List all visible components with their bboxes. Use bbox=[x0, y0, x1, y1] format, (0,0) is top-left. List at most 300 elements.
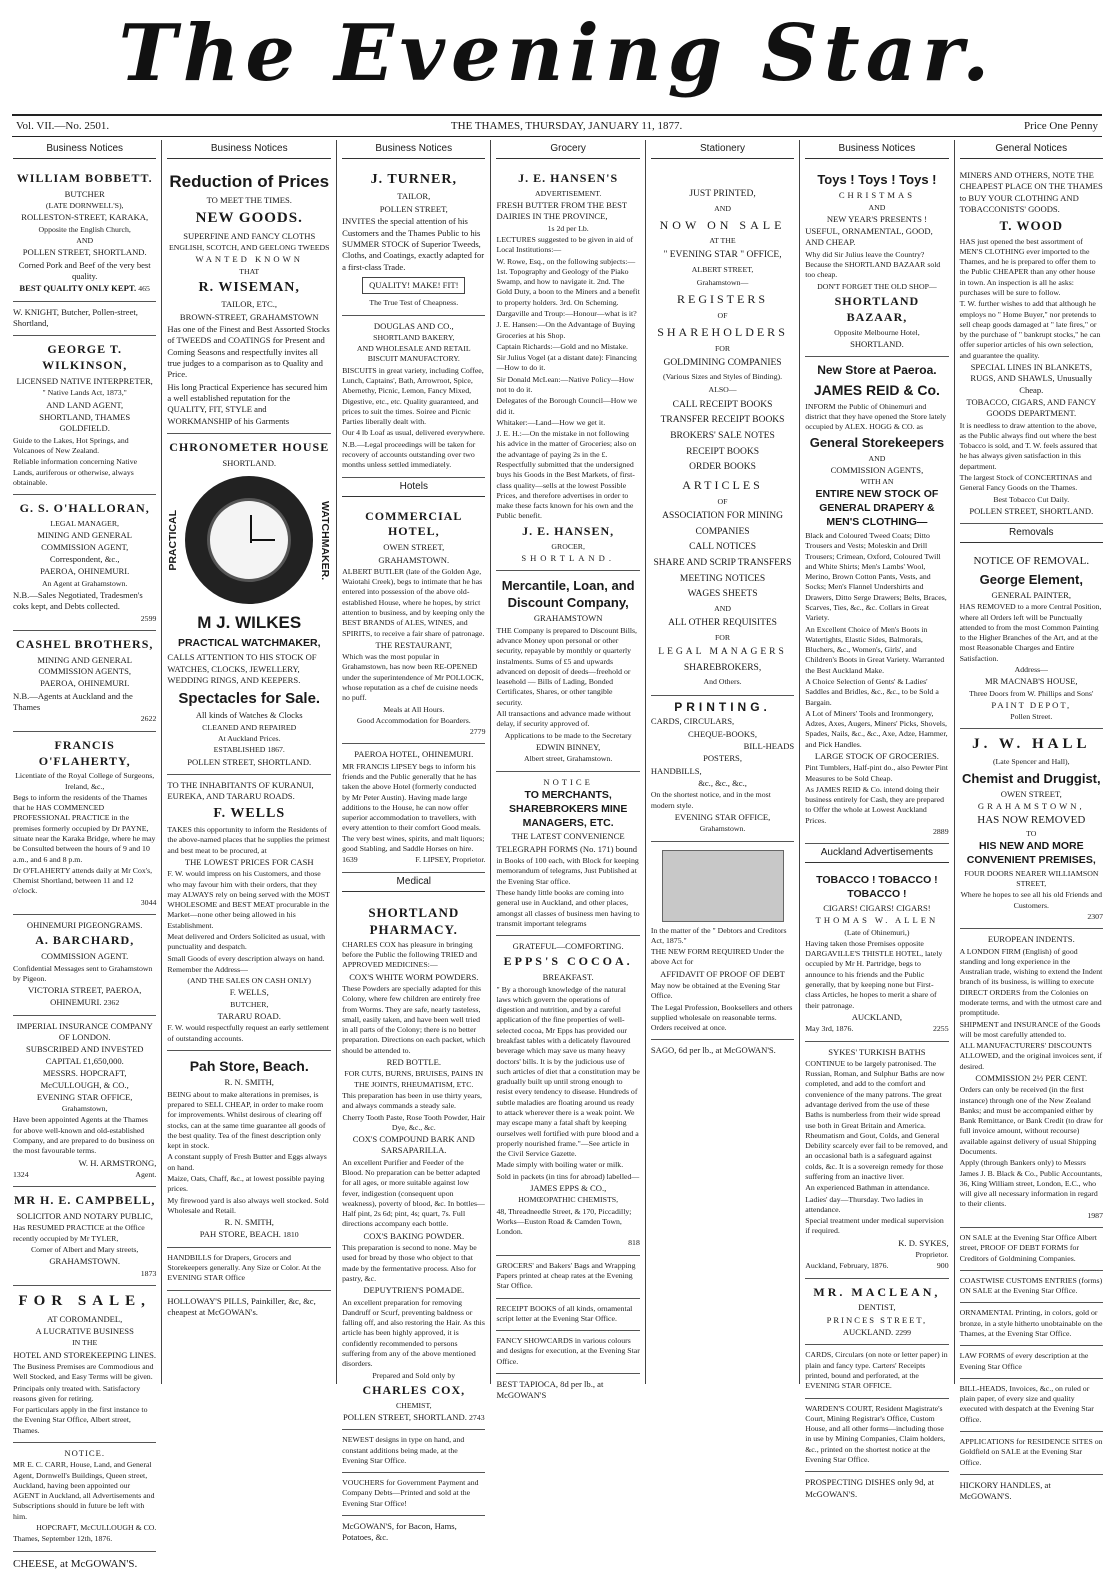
ad-line: WATCHES, CLOCKS, JEWELLERY, WEDDING RINGS, AND KEEPERS. bbox=[167, 663, 301, 686]
ad-line: Captain Richards:—Gold and no Mistake. bbox=[496, 341, 628, 351]
ad-line: (Late of Ohinemuri,) bbox=[844, 927, 910, 937]
ad-line: COX'S WHITE WORM POWDERS. bbox=[349, 971, 479, 982]
ad-sykes-baths bbox=[805, 1042, 948, 1279]
ad-sago bbox=[651, 1040, 794, 1062]
ad-line: BEST TAPIOCA, 8d per lb., at McGOWAN'S bbox=[496, 1378, 604, 1401]
ad-jw-hall bbox=[960, 729, 1103, 929]
ad-line: ESTABLISHED 1867. bbox=[213, 745, 285, 755]
ad-line: CLEANED AND REPAIRED bbox=[202, 722, 297, 732]
ad-line: VOUCHERS for Government Payment and Company Debts—Printed and sold at the Evening Star Office! bbox=[342, 1478, 479, 1508]
ad-line: IN THE bbox=[72, 1338, 98, 1348]
ad-line: SAGO, 6d per lb., at McGOWAN'S. bbox=[650, 1045, 776, 1056]
ad-line: BEING about to make alterations in premises, is prepared to SELL CHEAP, in order to make room for improvements. Whilst desirous of clearing off stocks, can at the same time guarantee all goods of the best quality. Tea of the finest description only kept in stock. bbox=[167, 1089, 326, 1151]
ad-line: CIGARS! CIGARS! CIGARS! bbox=[823, 902, 931, 913]
column-1 bbox=[8, 140, 162, 1570]
ad-heading: EPPS'S COCOA. bbox=[503, 954, 633, 969]
ad-line: Special treatment under medical supervision if required. bbox=[805, 1216, 944, 1236]
ad-line: Pint Tumblers, Half-pint do., also Pewter Pint Measures to be Sold Cheap. bbox=[805, 763, 948, 783]
ad-line: HOMŒOPATHIC CHEMISTS, bbox=[518, 1195, 619, 1205]
ad-heading: NOTICE. bbox=[64, 1447, 106, 1458]
ad-line: TO bbox=[1026, 828, 1037, 838]
ad-line: F. W. would impress on his Customers, and those who may favour him with their orders, that they may ALWAYS rely on being served with the MOST WHOLESOME and BEST MEAT procurable in the Market—none other being allowed in his Establishment. bbox=[167, 869, 330, 930]
ad-heading: M J. WILKES bbox=[197, 613, 302, 633]
ad-line: COMPANIES bbox=[695, 526, 750, 537]
ad-line: CHEESE, at McGOWAN'S. bbox=[13, 1557, 138, 1570]
ad-line: CALL RECEIPT BOOKS bbox=[672, 399, 773, 410]
ad-line: REGISTERS bbox=[677, 292, 769, 307]
ad-number: 2299 bbox=[895, 1328, 911, 1338]
ad-line: HANDBILLS, bbox=[650, 765, 702, 776]
ad-number: 1987 bbox=[1087, 1210, 1103, 1220]
ad-line: TAILOR, ETC., bbox=[221, 299, 278, 310]
ad-line: CARDS, CIRCULARS, bbox=[650, 716, 735, 727]
ad-line: ALBERT BUTLER (late of the Golden Age, Waiotahi Creek), begs to intimate that he has entered into possession of the above old-established House, where he hopes, by strict attention to business, and by keeping only the BEST BRANDS of ALES, WINES, and SPIRITS, to receive a fair share of patronage. bbox=[342, 566, 485, 638]
columns bbox=[8, 140, 1108, 1570]
ad-line: COX'S BAKING POWDER. bbox=[363, 1230, 465, 1241]
ad-line: PRINCES STREET, bbox=[826, 1314, 928, 1325]
ad-line: It is needless to draw attention to the above, as the Public always find out where the best Tobacco is sold, and T. W. feels assured that he has always given satisfaction in this department. bbox=[959, 420, 1098, 471]
ad-line: Licentiate of the Royal College of Surgeons, Ireland, &c., bbox=[15, 771, 155, 791]
ad-line: AND bbox=[868, 453, 886, 463]
ad-line: GROCERS' and Bakers' Bags and Wrapping Papers printed at cheap rates at the Evening Star Office. bbox=[496, 1260, 636, 1291]
ad-line: Cherry Tooth Paste, Rose Tooth Powder, Hair Dye, &c., &c. bbox=[342, 1112, 486, 1132]
ad-line: SHARE AND SCRIP TRANSFERS bbox=[653, 557, 792, 568]
ad-line: OF bbox=[717, 310, 728, 320]
ad-imperial bbox=[13, 1016, 156, 1187]
ad-heading: Mercantile, Loan, and Discount Company, bbox=[501, 578, 635, 611]
ad-line: GRAHAMSTOWN. bbox=[378, 554, 450, 565]
ad-line: AFFIDAVIT OF PROOF OF DEBT bbox=[660, 968, 785, 979]
ad-line: POLLEN STREET, SHORTLAND. bbox=[22, 247, 147, 258]
ad-line: Principals only treated with. Satisfactory reasons given for retiring. bbox=[13, 1383, 141, 1403]
ad-line: Auckland, February, 1876. bbox=[805, 1261, 889, 1271]
ad-line: CHEQUE-BOOKS, bbox=[688, 728, 758, 739]
ad-line: INVITES the special attention of his Customers and the Thames Public to his SUMMER STOCK of Superior Tweeds, Cloths, and Coatings, exactly adapted for a first-class Trade. bbox=[342, 216, 485, 272]
ad-line: As JAMES REID & Co. intend doing their business entirely for Cash, they are prepared to Offer the whole at Lowest Auckland Prices. bbox=[805, 784, 944, 825]
ad-line: An Agent at Grahamstown. bbox=[42, 578, 128, 588]
ad-line: (AND THE SALES ON CASH ONLY) bbox=[187, 976, 312, 986]
ad-line: Ladies' day—Thursday. Two ladies in attendance. bbox=[805, 1194, 924, 1214]
ad-line: CHARLES COX, bbox=[362, 1382, 466, 1397]
ad-line: SHORTLAND BAKERY, bbox=[373, 332, 455, 342]
ad-line: DEPUYTRIEN'S POMADE. bbox=[363, 1285, 465, 1296]
ad-heading: Spectacles for Sale. bbox=[178, 689, 321, 707]
ad-line: FIT! bbox=[442, 279, 459, 290]
ad-line: JUST PRINTED, bbox=[689, 189, 756, 199]
ad-line: N.B.—Sales Negotiated, Tradesmen's coks kept, and Debts collected. bbox=[13, 589, 143, 612]
ad-line: PROSPECTING DISHES only 9d, at McGOWAN'S. bbox=[805, 1477, 934, 1499]
column-heading: Business Notices bbox=[167, 140, 331, 159]
ad-line: K. D. SYKES, bbox=[898, 1237, 949, 1248]
ad-line: Corner of Albert and Mary streets, bbox=[30, 1244, 139, 1254]
ad-line: HANDBILLS for Drapers, Grocers and Storekeepers generally. Any Size or Color. At the EVENING STAR Office bbox=[167, 1252, 321, 1283]
ad-line: AUCKLAND. bbox=[842, 1327, 894, 1338]
ad-line: Delegates of the Borough Council—How we did it. bbox=[496, 396, 637, 416]
ad-heading: Toys ! Toys ! Toys ! bbox=[817, 172, 937, 187]
ad-law-forms bbox=[960, 1346, 1103, 1379]
ad-line: COMMISSION 2½ PER CENT. bbox=[975, 1073, 1088, 1084]
ad-line: On the shortest notice, and in the most modern style. bbox=[650, 790, 771, 810]
column-7 bbox=[955, 140, 1108, 1502]
ad-line: (Late Spencer and Hall), bbox=[992, 757, 1070, 767]
ad-line: A LONDON FIRM (English) of good standing and long experience in the Australian trade, wishing to extend the Indent branch of its business, is willing to execute DIRECT ORDERS from the Colonies on moderate terms, and with the utmost care and promptitude. bbox=[959, 946, 1103, 1018]
ad-line: Begs to inform the residents of the Thames that he HAS COMMENCED PROFESSIONAL PRACTICE in the premises formerly occupied by Dr PAYNE, situate near the Karaka Bridge, where he may be Consulted between the hours of 9 and 10 a.m., and 6 and 8 p.m. bbox=[13, 792, 156, 864]
ad-line: BREAKFAST. bbox=[542, 972, 594, 983]
ad-line: ORDER BOOKS bbox=[689, 462, 756, 473]
ad-line: LEGAL MANAGER, bbox=[50, 518, 119, 528]
ad-heading: MR H. E. CAMPBELL, bbox=[14, 1193, 156, 1208]
ad-line: COMMISSION AGENT. bbox=[41, 951, 129, 962]
ad-hickory-handles bbox=[960, 1475, 1103, 1509]
ad-line: FRESH BUTTER FROM THE BEST DAIRIES IN THE PROVINCE, bbox=[496, 200, 627, 222]
ad-line: ALL OTHER REQUISITES bbox=[668, 618, 777, 629]
ad-coastwise bbox=[960, 1271, 1103, 1304]
ad-line: CHEMIST, bbox=[395, 1400, 432, 1410]
ad-line: The True Test of Cheapness. bbox=[369, 298, 459, 308]
ad-cheese bbox=[13, 1552, 156, 1577]
ad-line: HAS NOW REMOVED bbox=[977, 814, 1086, 827]
ad-line: OHINEMURI. bbox=[50, 997, 102, 1008]
ad-line: GRAHAMSTOWN bbox=[533, 613, 603, 624]
ad-line: MEETING NOTICES bbox=[679, 573, 766, 584]
ad-line: FOR CUTS, BURNS, BRUISES, PAINS IN THE JOINTS, RHEUMATISM, ETC. bbox=[344, 1069, 484, 1089]
ad-line: TARARU ROAD. bbox=[217, 1010, 281, 1021]
ad-line: Where he hopes to see all his old Friends and Customers. bbox=[960, 890, 1102, 910]
ad-line: Opposite Melbourne Hotel, bbox=[834, 327, 920, 337]
ad-line: General Storekeepers bbox=[809, 435, 945, 451]
column-heading: Business Notices bbox=[342, 140, 485, 159]
ad-line: EVENING STAR OFFICE, bbox=[674, 811, 771, 822]
ad-line: LEGAL MANAGERS bbox=[658, 647, 787, 658]
ad-tapioca bbox=[496, 1374, 639, 1408]
ad-mcgowans-bacon bbox=[342, 1516, 485, 1550]
ship-illustration bbox=[662, 850, 784, 922]
ad-line: Maize, Oats, Chaff, &c., at lowest possible paying prices. bbox=[167, 1173, 325, 1194]
ad-line: ON SALE at the Evening Star Office Albert street, PROOF OF DEBT FORMS for Creditors of Goldmining Companies. bbox=[959, 1233, 1097, 1263]
ad-line: J. E. H.:—On the mistake in not following his advice in the matter of Groceries; also on the advantage of paying 2s in the £. Respectfully submitted that the undersigned buys his Goods in the Best Markets, of first-class quality—sells at the lowest Possible Prices, and therefore advertises in order to make these facts known for his own and the Public benefit. bbox=[496, 429, 637, 521]
ad-line: ADVERTISEMENT. bbox=[535, 188, 602, 198]
ad-line: " By a thorough knowledge of the natural laws which govern the operations of digestion and nutrition, and by a careful application of the fine properties of well-selected cocoa, Mr Epps has provided our breakfast tables with a delicately flavoured beverage which may save us many heavy doctors' bills. It is by the judicious use of such articles of diet that a constitution may be gradually built up until strong enough to resist every tendency to disease. Hundreds of subtle maladies are floating around us ready to attack wherever there is a weak point. We may escape many a fatal shaft by keeping ourselves well fortified with pure blood and a properly nourished frame."—See article in the Civil Service Gazette. bbox=[496, 984, 640, 1159]
ad-line: McGOWAN'S, for Bacon, Hams, Potatoes, &c. bbox=[342, 1520, 457, 1543]
ad-line: HIS NEW AND MORE CONVENIENT PREMISES, bbox=[966, 840, 1096, 867]
ad-line: TELEGRAPH FORMS (No. 171) bound bbox=[496, 843, 638, 854]
ad-line: Remember the Address— bbox=[167, 964, 248, 974]
ad-campbell bbox=[13, 1187, 156, 1286]
ad-heading: FRANCIS O'FLAHERTY, bbox=[38, 737, 131, 768]
ad-line: AUCKLAND, bbox=[851, 1011, 903, 1022]
ad-line: BISCUITS in great variety, including Coffee, Lunch, Captains', Bath, Arrowroot, Spice, Abernethy, Picnic, Lemon, Fancy Mixed, Digestive, etc., etc. Quality guaranteed, and prices to suit the times. Soiree and Picnic Parties liberally dealt with. bbox=[342, 365, 484, 427]
ad-heading: CASHEL BROTHERS, bbox=[16, 636, 154, 651]
ad-line: Guide to the Lakes, Hot Springs, and Volcanoes of New Zealand. bbox=[13, 435, 129, 456]
ad-line: THAT bbox=[239, 266, 260, 276]
ad-line: NOW ON SALE bbox=[659, 217, 786, 232]
ad-number: 2307 bbox=[1087, 912, 1103, 922]
ad-line: OWEN STREET, bbox=[1000, 788, 1062, 799]
ad-line: POLLEN STREET, SHORTLAND. bbox=[342, 1411, 467, 1422]
ad-line: This preparation is second to none. May be used for bread by those who object to that made by the fermentative process. Also for pastry, &c. bbox=[342, 1243, 477, 1283]
ad-line: FANCY SHOWCARDS in various colours and designs for execution, at the Evening Star Office. bbox=[496, 1336, 640, 1366]
ad-line: Orders can only be received (in the first instance) through one of the New Zealand Banks; and must be accompanied either by Bank Remittance, or Bank Credit (to draw for full invoice amount, without recourse) available against delivery of usual Shipping Documents. bbox=[959, 1085, 1103, 1157]
ad-line: THE RESTAURANT, bbox=[375, 639, 453, 650]
ad-line: Pollen Street. bbox=[1010, 712, 1053, 722]
ad-number: 2599 bbox=[140, 613, 157, 623]
ad-line: ALBERT STREET, bbox=[691, 265, 754, 275]
ad-line: At Auckland Prices. bbox=[217, 734, 281, 743]
ad-line: WATCHMAKER. bbox=[319, 500, 332, 580]
ad-number: 465 bbox=[138, 284, 150, 294]
ad-handbills bbox=[167, 1248, 331, 1291]
ad-turner bbox=[342, 165, 485, 316]
ad-heading: George Element, bbox=[979, 571, 1083, 587]
ad-line: TO MERCHANTS, SHAREBROKERS MINE MANAGERS, ETC. bbox=[508, 788, 628, 829]
ad-line: AT THE bbox=[709, 236, 736, 246]
column-3 bbox=[337, 140, 491, 1543]
ad-number: 818 bbox=[628, 1238, 640, 1248]
ad-mercantile bbox=[496, 571, 639, 771]
ad-number: 900 bbox=[936, 1261, 949, 1271]
ad-grocers-bags bbox=[496, 1256, 639, 1299]
ad-line: Good Accommodation for Boarders. bbox=[356, 715, 471, 725]
ad-line: COX'S COMPOUND BARK AND SARSAPARILLA. bbox=[352, 1134, 475, 1156]
ad-line: CONTINUE to be largely patronised. The Russian, Roman, and Sulphur Baths are now completed, and add to the comfort and convenience of the many patrons. The great advantage derived from the use of these Baths is numberless from their wide spread use both in Great Britain and America. Rheumatism and Gout, Colds, and General Debility scarcely ever fail to be removed, and an occasional bath is a safeguard against colds, &c. It is a sovereign remedy for those suffering from an inactive liver. bbox=[805, 1058, 948, 1181]
ad-line: CALL NOTICES bbox=[689, 542, 756, 553]
ad-line: THE LATEST CONVENIENCE bbox=[511, 831, 625, 842]
ad-line: &c., &c., &c., bbox=[698, 778, 747, 789]
ad-notice bbox=[13, 1443, 156, 1552]
ad-number: 2622 bbox=[140, 714, 157, 724]
ad-ornamental bbox=[960, 1303, 1103, 1346]
ad-line: R. N. SMITH, bbox=[224, 1077, 274, 1088]
ad-james-reid bbox=[805, 357, 948, 844]
ad-holloway bbox=[167, 1291, 331, 1325]
ad-line: And Others. bbox=[703, 677, 742, 687]
ad-stationery bbox=[651, 165, 794, 696]
price: Price One Penny bbox=[1024, 120, 1098, 132]
ad-line: PAEROA, OHINEMURI. bbox=[40, 678, 130, 689]
ad-epps-cocoa bbox=[496, 936, 639, 1256]
ad-line: PAEROA, OHINEMURI. bbox=[40, 566, 130, 577]
ad-line: TOBACCO, CIGARS, AND FANCY GOODS DEPARTMENT. bbox=[966, 396, 1097, 419]
ad-line: MR E. C. CARR, House, Land, and General Agent, Dornwell's Buildings, Queen street, Auckland, having been appointed our AGENT in Auckland, all Advertisements and Subscriptions should in future be left with him. bbox=[13, 1460, 155, 1521]
ad-line: Grahamstown, bbox=[61, 1104, 108, 1114]
ad-line: These Powders are specially adapted for this Colony, where few children are entirely free from Worms. They are safe, nearly tasteless, small, easily taken, and have been well tried in all parts of the Colony; there is no better preparation. Directions on each packet, which should be attended to. bbox=[342, 984, 486, 1055]
newspaper-title: The Evening Star. bbox=[118, 8, 996, 99]
ad-line: AND bbox=[76, 236, 94, 246]
ad-shortland-bazaar bbox=[805, 165, 948, 357]
section-heading: Removals bbox=[960, 524, 1103, 543]
ad-line: New Store at Paeroa. bbox=[817, 363, 937, 378]
ad-fancy-showcards bbox=[496, 1331, 639, 1374]
ad-heading: F. WELLS bbox=[213, 805, 286, 821]
ad-number: 3044 bbox=[140, 897, 157, 907]
ad-line: WAGES SHEETS bbox=[687, 589, 758, 600]
ad-line: BILL-HEADS, Invoices, &c., on ruled or plain paper, of every size and quality executed with despatch at the Evening Star Office. bbox=[959, 1383, 1094, 1424]
ad-line: COASTWISE CUSTOMS ENTRIES (forms) ON SALE at the Evening Star Office. bbox=[959, 1275, 1103, 1296]
ad-line: AND bbox=[868, 202, 886, 212]
ad-heading: MR. MACLEAN, bbox=[813, 1284, 941, 1299]
ad-line: TO THE INHABITANTS OF KURANUI, EUREKA, AND TARARU ROADS. bbox=[167, 779, 314, 802]
dateline bbox=[12, 114, 1102, 137]
column-2 bbox=[162, 140, 337, 1384]
ad-line: CHRISTMAS bbox=[838, 190, 915, 201]
ad-line: Thames, September 12th, 1876. bbox=[13, 1534, 113, 1544]
ad-number: 1639 bbox=[342, 855, 358, 865]
issue-date: THE THAMES, THURSDAY, JANUARY 11, 1877. bbox=[450, 120, 683, 132]
ad-heading: J. W. HALL bbox=[972, 736, 1091, 753]
ad-line: LARGE STOCK OF GROCERIES. bbox=[814, 750, 939, 761]
ad-line: A Choice Selection of Gents' & Ladies' Saddles and Bridles, &c., &c., to be Sold a Bargain. bbox=[805, 676, 939, 707]
ad-line: F. WELLS, bbox=[229, 987, 269, 998]
ad-line: N.B.—Legal proceedings will be taken for recovery of accounts outstanding over two months unless settled immediately. bbox=[342, 439, 476, 470]
ad-line: May 3rd, 1876. bbox=[805, 1024, 854, 1034]
ad-line: EDWIN BINNEY, bbox=[536, 741, 601, 752]
section-heading: Medical bbox=[342, 873, 485, 892]
ad-line: The Legal Profession, Booksellers and others supplied wholesale on reasonable terms. Orders received at once. bbox=[650, 1002, 793, 1033]
ad-line: FOUR DOORS NEARER WILLIAMSON STREET, bbox=[964, 868, 1099, 889]
column-4 bbox=[491, 140, 645, 1401]
ad-line: MAKE! bbox=[412, 279, 441, 290]
ad-line: THOMAS W. ALLEN bbox=[815, 915, 939, 926]
ad-line: Made simply with boiling water or milk. bbox=[496, 1160, 624, 1170]
ad-telegraph-forms bbox=[496, 772, 639, 937]
ad-line: PAH STORE, BEACH. bbox=[199, 1229, 281, 1240]
ad-line: COMMISSION AGENTS, bbox=[830, 464, 924, 475]
ad-line: PAINT DEPOT, bbox=[991, 699, 1072, 710]
pocket-watch-illustration bbox=[185, 476, 313, 604]
ad-applications bbox=[960, 1432, 1103, 1475]
ad-line: SUBSCRIBED AND INVESTED CAPITAL £1,650,000. bbox=[25, 1044, 144, 1066]
ad-line: ROLLESTON-STREET, KARAKA, bbox=[21, 212, 149, 223]
ad-line: LAW FORMS of every description at the Evening Star Office bbox=[959, 1351, 1089, 1371]
column-heading: General Notices bbox=[960, 140, 1103, 159]
ad-line: HAS REMOVED to a more Central Position, where all Orders left will be Punctually attended to from the most Common Painting to the Higher Branches of the Art, and at the most Reasonable Charges and Entire Satisfaction. bbox=[959, 602, 1102, 663]
ad-line: (Various Sizes and Styles of Binding). bbox=[662, 372, 783, 382]
ad-line: BROWN-STREET, GRAHAMSTOWN bbox=[179, 311, 319, 322]
ad-wardens-court bbox=[805, 1399, 948, 1473]
ad-proof-of-debt bbox=[960, 1228, 1103, 1271]
ad-line: (LATE DORNWELL'S), bbox=[45, 201, 124, 211]
ad-line: PRACTICAL WATCHMAKER, bbox=[177, 636, 321, 649]
ad-chronometer-house bbox=[167, 434, 331, 775]
ad-shortland-pharmacy bbox=[342, 898, 485, 1431]
ad-line: HOTEL AND STOREKEEPING LINES. bbox=[13, 1349, 157, 1360]
ad-line: LECTURES suggested to be given in aid of Local Institutions:— bbox=[496, 235, 634, 255]
ad-line: SHORTLAND. bbox=[521, 552, 615, 563]
ad-line: Which was the most popular in Grahamstown, has now been RE-OPENED under the superintendence of Mr POLLOCK, whose reputation as a chef de cuisine needs no puff. bbox=[342, 652, 484, 703]
ad-douglas bbox=[342, 316, 485, 478]
ad-line: ENTIRE NEW STOCK OF GENERAL DRAPERY & MEN'S CLOTHING— bbox=[815, 488, 939, 529]
ad-line: CARDS, Circulars (on note or letter paper) in plain and fancy type. Carters' Receipts printed, bound and perforated, at the EVENING STAR OFFICE. bbox=[805, 1350, 948, 1391]
ad-line: For particulars apply in the first instance to the Evening Star Office, Albert street, Thames. bbox=[13, 1405, 148, 1435]
ad-line: Chemist and Druggist, bbox=[961, 770, 1101, 786]
ad-line: A Lot of Miners' Tools and Ironmongery, Adzes, Axes, Augers, Miners' Picks, Shovels, Spades, Nails, &c., &c., Axe, Adze, Hammer, and Pick Handles. bbox=[805, 708, 948, 749]
ad-wells bbox=[167, 775, 331, 1051]
ad-line: An Excellent Choice of Men's Boots in Watertights, Elastic Sides, Balmorals, Bluchers, &c., Women's, Girls', and Children's Boots in Great Variety. Warranted the Best Auckland Make. bbox=[805, 624, 945, 675]
ad-wiseman bbox=[167, 165, 331, 434]
ad-line: Prepared and Sold only by bbox=[372, 1370, 456, 1380]
column-heading: Business Notices bbox=[805, 140, 948, 159]
ad-line: A LUCRATIVE BUSINESS bbox=[35, 1326, 134, 1336]
ad-line: AND bbox=[714, 604, 731, 614]
ad-line: ALL MANUFACTURERS' DISCOUNTS ALLOWED, and the original invoices sent, if desired. bbox=[959, 1041, 1103, 1071]
ad-line: The Business Premises are Commodious and Well Stocked, and Easy Terms will be given. bbox=[13, 1361, 154, 1382]
ad-heading: JAMES REID & Co. bbox=[813, 382, 940, 399]
ad-line: The largest Stock of CONCERTINAS and General Fancy Goods on the Thames. bbox=[959, 473, 1092, 493]
ad-line: Dr O'FLAHERTY attends daily at Mr Cox's, Chemist Shortland, between 11 and 12 o'clock. bbox=[13, 865, 153, 896]
ad-line: WITH AN bbox=[860, 477, 894, 487]
ad-line: W. KNIGHT, Butcher, Pollen-street, Shortland, bbox=[13, 306, 138, 329]
volume-number: Vol. VII.—No. 2501. bbox=[16, 120, 110, 132]
ad-line: Have been appointed Agents at the Thames for above well-known and old-established Company, and are prepared to do business on the most favourable terms. bbox=[13, 1115, 155, 1156]
masthead bbox=[0, 0, 1114, 110]
ad-line: NEW YEAR'S PRESENTS ! bbox=[826, 213, 927, 224]
ad-line: HOPCRAFT, McCULLOUGH & CO. bbox=[36, 1522, 157, 1532]
ad-line: R. WISEMAN, bbox=[198, 279, 300, 295]
ad-heading: G. S. O'HALLORAN, bbox=[19, 501, 150, 516]
ad-line: TAILOR, bbox=[397, 191, 431, 202]
ad-line: JAMES EPPS & CO., bbox=[530, 1182, 607, 1193]
ad-line: RECEIPT BOOKS of all kinds, ornamental script letter at the Evening Star Office. bbox=[496, 1303, 633, 1323]
ad-line: Has RESUMED PRACTICE at the Office recently occupied by Mr TYLER, bbox=[13, 1223, 145, 1243]
section-heading: Auckland Advertisements bbox=[805, 844, 948, 863]
ad-line: Small Goods of every description always on hand. bbox=[167, 953, 325, 963]
ad-line: Meat delivered and Orders Solicited as usual, with punctuality and despatch. bbox=[167, 931, 326, 952]
column-5 bbox=[646, 140, 800, 1384]
ad-line: " EVENING STAR " OFFICE, bbox=[663, 250, 782, 261]
ad-line: Proprietor. bbox=[915, 1249, 949, 1259]
ad-line: RECEIPT BOOKS bbox=[686, 446, 759, 457]
column-6 bbox=[800, 140, 954, 1499]
ad-line: Applications to be made to the Secretary bbox=[504, 730, 632, 740]
ad-line: " Native Lands Act, 1873," bbox=[42, 388, 127, 398]
ad-line: Albert street, Grahamstown. bbox=[523, 754, 613, 764]
ad-line: POLLEN STREET, bbox=[379, 203, 448, 214]
ad-line: An experienced Bathman in attendance. bbox=[805, 1183, 930, 1193]
ad-line: Three Doors from W. Phillips and Sons' bbox=[969, 688, 1094, 698]
ad-line: In the matter of the " Debtors and Creditors Act, 1875." bbox=[650, 925, 787, 945]
ad-line: An excellent Purifier and Feeder of the Blood. No preparation can be better adapted for all ages, or more suitable against low fever, indigestion (consequent upon weakness), poverty of blood, &c. In bottles—Half pint, 2s 6d; pint, 4s; quart, 7s. Full directions accompany each bottle. bbox=[342, 1157, 485, 1229]
ad-line: W. H. ARMSTRONG, bbox=[78, 1157, 157, 1168]
ad-line: Corned Pork and Beef of the very best quality. bbox=[18, 259, 151, 282]
ad-heading: SHORTLAND PHARMACY. bbox=[368, 904, 460, 937]
ad-line: GENERAL PAINTER, bbox=[991, 589, 1072, 600]
ad-line: SHORTLAND, THAMES GOLDFIELD. bbox=[39, 412, 131, 434]
ad-number: 1324 bbox=[13, 1169, 29, 1179]
ad-commercial-hotel bbox=[342, 503, 485, 745]
ad-line: F. LIPSEY, Proprietor. bbox=[415, 855, 486, 865]
ad-line: THE LOWEST PRICES FOR CASH bbox=[184, 856, 314, 867]
ad-line: Our 4 lb Loaf as usual, delivered everywhere. bbox=[342, 428, 485, 438]
ad-line: VICTORIA STREET, PAEROA, bbox=[27, 985, 142, 996]
ad-oflaherty bbox=[13, 732, 156, 915]
ad-line: SHAREBROKERS, bbox=[683, 662, 762, 673]
ad-line: FOR bbox=[714, 343, 731, 353]
ad-heading: PAEROA HOTEL, OHINEMURI. bbox=[354, 749, 474, 760]
ad-line: N.B.—Agents at Auckland and the Thames bbox=[13, 690, 133, 713]
ad-line: GRAHAMSTOWN, bbox=[977, 801, 1085, 812]
ad-line: F. W. would respectfully request an early settlement of outstanding accounts. bbox=[167, 1023, 329, 1043]
ad-line: SPECIAL LINES IN BLANKETS, RUGS, AND SHAWLS, Unusually Cheap. bbox=[970, 361, 1093, 395]
ad-george-element bbox=[960, 549, 1103, 729]
ad-line: A constant supply of Fresh Butter and Eggs always on hand. bbox=[167, 1152, 327, 1172]
ad-heading: OHINEMURI PIGEONGRAMS. bbox=[26, 920, 143, 931]
ad-line: OWEN STREET, bbox=[383, 542, 445, 553]
ad-line: HOLLOWAY'S PILLS, Painkiller, &c, &c, cheapest at McGOWAN's. bbox=[167, 1295, 316, 1317]
ad-line: BROKERS' SALE NOTES bbox=[670, 431, 775, 441]
ad-line: CHARLES COX has pleasure in bringing before the Public the following TRIED and APPROVED MEDICINES:— bbox=[342, 939, 478, 970]
ad-line: QUALITY! bbox=[369, 279, 411, 290]
ad-line: Address— bbox=[1014, 664, 1048, 674]
